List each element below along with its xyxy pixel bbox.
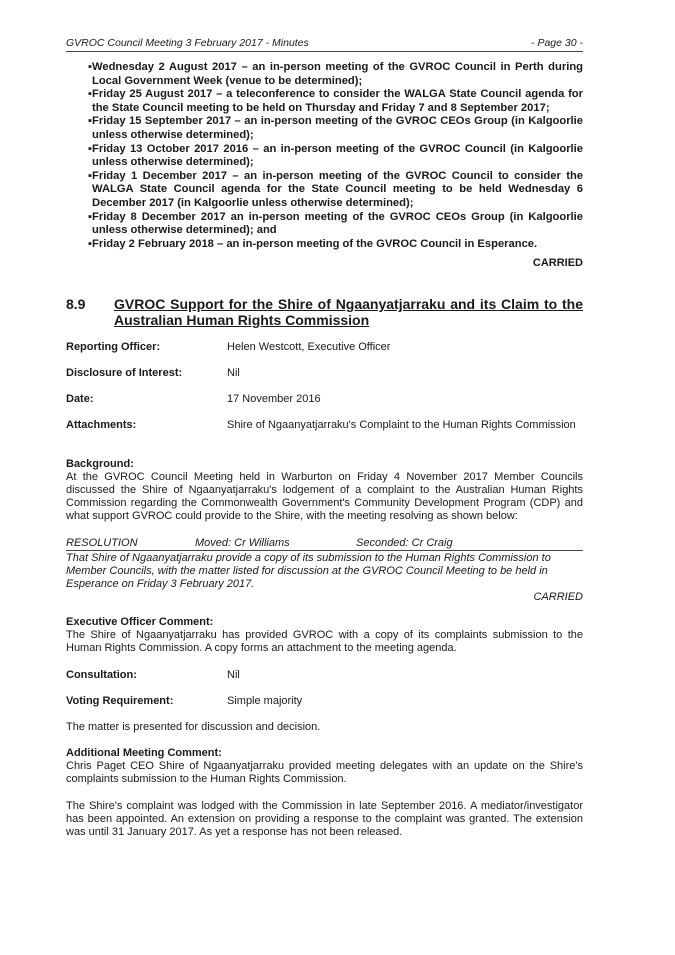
bullet-icon: ▪: [88, 169, 92, 182]
additional-comment-heading: Additional Meeting Comment:: [66, 747, 222, 759]
resolution-text: That Shire of Ngaanyatjarraku provide a copy of its submission to the Human Rights Commission to Member Councils, with the matter listed for discussion at the GVROC Council Meeting to be held in Esperance on Friday 3 February 2017.: [66, 552, 551, 590]
reporting-officer-value: Helen Westcott, Executive Officer: [227, 341, 391, 353]
list-item: ▪ Friday 25 August 2017 – a teleconference to consider the WALGA State Council agenda for the State Council meeting to be held on Thursday and Friday 7 and 8 September 2017;: [88, 88, 583, 114]
list-item: ▪ Friday 2 February 2018 – an in-person meeting of the GVROC Council in Esperance.: [88, 237, 538, 250]
bullet-icon: ▪: [88, 142, 92, 155]
section-heading: [66, 296, 583, 328]
bullet-icon: ▪: [88, 237, 92, 250]
bullet-icon: ▪: [88, 210, 92, 223]
bullet-icon: ▪: [88, 88, 92, 101]
voting-label: Voting Requirement:: [66, 695, 174, 707]
list-item: ▪ Wednesday 2 August 2017 – an in-person meeting of the GVROC Council in Perth during Local Government Week (venue to be determined);: [88, 61, 583, 87]
resolution-line: [66, 537, 583, 551]
bullet-icon: ▪: [88, 61, 92, 73]
additional-comment-section: [66, 747, 583, 786]
attachments-label: Attachments:: [66, 419, 137, 431]
attachments-value: Shire of Ngaanyatjarraku's Complaint to the Human Rights Commission: [227, 419, 576, 431]
list-item: ▪ Friday 8 December 2017 an in-person meeting of the GVROC CEOs Group (in Kalgoorlie unless otherwise determined); and: [88, 210, 583, 237]
resolution-label: RESOLUTION: [66, 537, 138, 549]
reporting-officer-label: Reporting Officer:: [66, 341, 161, 353]
moved-by: Moved: Cr Williams: [195, 537, 290, 549]
eo-comment-section: [66, 616, 583, 655]
eo-comment-text: The Shire of Ngaanyatjarraku has provided GVROC with a copy of its complaints submission to the Human Rights Commission. A copy forms an attachment to the meeting agenda.: [66, 629, 583, 654]
header-title: GVROC Council Meeting 3 February 2017 - Minutes: [66, 37, 309, 49]
background-section: [66, 458, 583, 523]
consultation-value: Nil: [227, 669, 240, 681]
date-value: 17 November 2016: [227, 393, 321, 405]
page-header: [66, 37, 583, 52]
consultation-label: Consultation:: [66, 669, 137, 681]
seconded-by: Seconded: Cr Craig: [356, 537, 453, 549]
section-number: 8.9: [66, 296, 86, 312]
additional-comment-para1: Chris Paget CEO Shire of Ngaanyatjarraku provided meeting delegates with an update on the Shire's complaints submission to the Human Rights Commission.: [66, 760, 583, 785]
eo-comment-heading: Executive Officer Comment:: [66, 616, 214, 628]
section-title: GVROC Support for the Shire of Ngaanyatjarraku and its Claim to the Australian Human Rights Commission: [114, 296, 583, 328]
bullet-icon: ▪: [88, 115, 92, 128]
meeting-schedule-list: [66, 61, 583, 251]
presented-text: The matter is presented for discussion and decision.: [66, 721, 321, 733]
resolution-carried: CARRIED: [533, 591, 583, 603]
page-number: - Page 30 -: [531, 37, 583, 49]
voting-value: Simple majority: [227, 695, 303, 707]
list-item: ▪ Friday 15 September 2017 – an in-person meeting of the GVROC CEOs Group (in Kalgoorlie unless otherwise determined);: [88, 115, 583, 141]
disclosure-label: Disclosure of Interest:: [66, 367, 183, 379]
background-text: At the GVROC Council Meeting held in Warburton on Friday 4 November 2017 Member Councils discussed the Shire of Ngaanyatjarraku's lodgement of a complaint to the Australian Human Rights Commission regarding the Commonwealth Government's Community Development Program (CDP) and what support GVROC could provide to the Shire, with the meeting resolving as shown below:: [66, 471, 583, 522]
date-label: Date:: [66, 393, 94, 405]
additional-comment-para2: The Shire's complaint was lodged with the Commission in late September 2016. A mediator/investigator has been appointed. An extension on providing a response to the complaint was granted. The extension was until 31 January 2017. As yet a response has not been released.: [66, 800, 583, 838]
list-item: ▪ Friday 13 October 2017 2016 – an in-person meeting of the GVROC Council (in Kalgoorlie unless otherwise determined);: [88, 142, 583, 169]
carried-label: CARRIED: [532, 257, 583, 269]
disclosure-value: Nil: [227, 367, 240, 379]
list-item: ▪ Friday 1 December 2017 – an in-person meeting of the GVROC Council to consider the WALGA State Council agenda for the State Council meeting to be held Wednesday 6 December 2017 (in Kalgoorlie unless otherwise determined);: [88, 169, 583, 209]
background-heading: Background:: [66, 458, 134, 470]
